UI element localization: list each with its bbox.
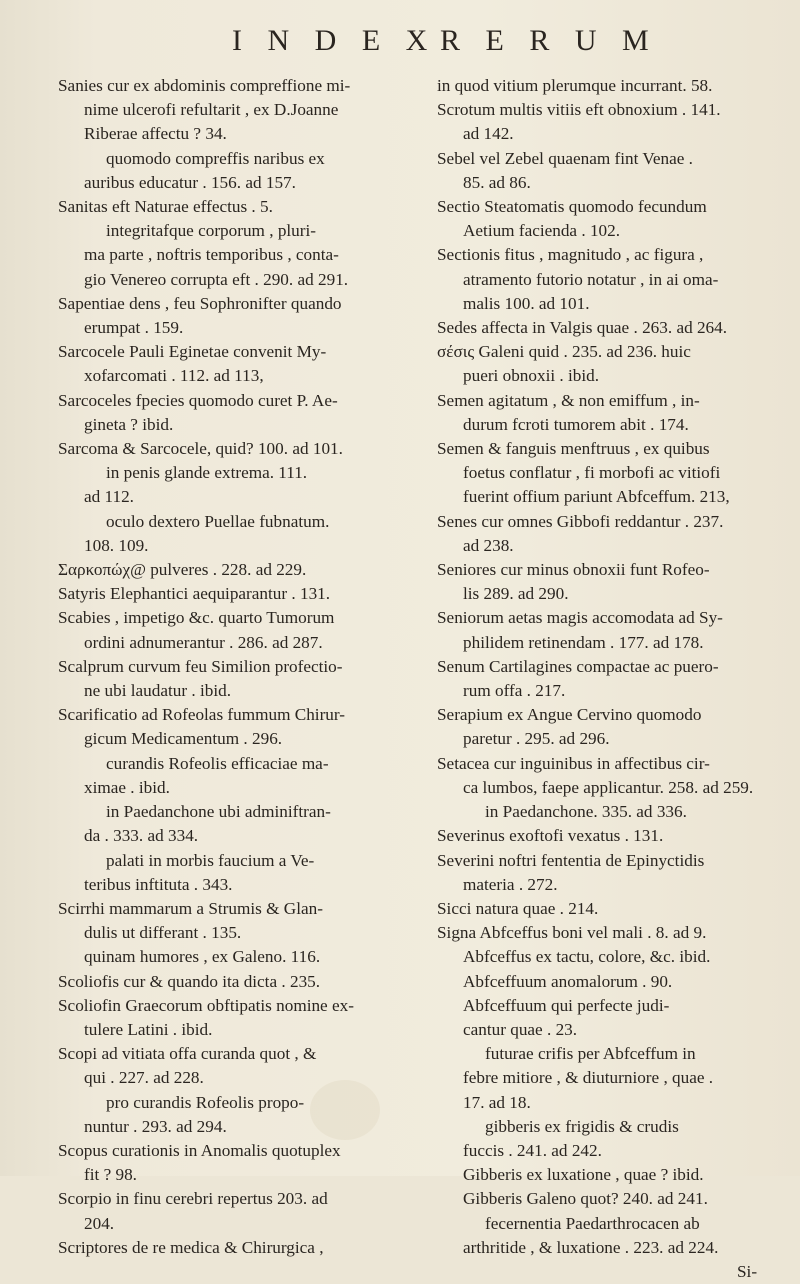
index-entry-line: quinam humores , ex Galeno. 116. xyxy=(84,947,321,967)
index-entry-line: fecernentia Paedarthrocacen ab xyxy=(485,1213,700,1233)
index-entry-line: Sarcocele Pauli Eginetae convenit My- xyxy=(58,342,327,362)
index-entry-line: gicum Medicamentum . 296. xyxy=(84,729,283,749)
index-entry-line: pueri obnoxii . ibid. xyxy=(463,366,600,386)
index-entry-line: arthritide , & luxatione . 223. ad 224. xyxy=(463,1237,719,1257)
index-entry-line: tulere Latini . ibid. xyxy=(84,1019,213,1039)
index-entry-line: 85. ad 86. xyxy=(463,172,531,192)
index-entry-line: in Paedanchone. 335. ad 336. xyxy=(485,802,687,822)
index-entry-line: Scorpio in finu cerebri repertus 203. ad xyxy=(58,1189,328,1209)
index-entry-line: Semen agitatum , & non emiffum , in- xyxy=(437,390,700,410)
index-entry-line: Sanitas eft Naturae effectus . 5. xyxy=(58,197,273,217)
index-entry-line: Severinus exoftofi vexatus . 131. xyxy=(437,826,664,846)
index-entry-line: Sicci natura quae . 214. xyxy=(437,898,599,918)
index-entry-line: foetus conflatur , fi morbofi ac vitiofi xyxy=(463,463,721,483)
header-rerum: R E R U M xyxy=(440,24,658,57)
index-entry-line: Severini noftri fententia de Epinyctidis xyxy=(437,850,705,870)
index-entry-line: teribus inftituta . 343. xyxy=(84,874,233,894)
index-entry-line: 108. 109. xyxy=(84,535,149,555)
index-entry-line: nime ulcerofi refultarit , ex D.Joanne xyxy=(84,100,339,120)
index-entry-line: quomodo compreffis naribus ex xyxy=(106,148,325,168)
index-entry-line: xofarcomati . 112. ad 113, xyxy=(84,366,264,386)
index-entry-line: febre mitiore , & diuturniore , quae . xyxy=(463,1068,714,1088)
index-entry-line: in quod vitium plerumque incurrant. 58. xyxy=(437,76,713,95)
index-entry-line: Scopus curationis in Anomalis quotuplex xyxy=(58,1140,341,1160)
index-entry-line: Setacea cur inguinibus in affectibus cir- xyxy=(437,753,710,773)
index-entry-line: fuerint offium pariunt Abfceffum. 213, xyxy=(463,487,730,507)
index-entry-line: Riberae affectu ? 34. xyxy=(84,124,227,144)
index-entry-line: Serapium ex Angue Cervino quomodo xyxy=(437,705,702,725)
index-entry-line: ne ubi laudatur . ibid. xyxy=(84,681,232,701)
index-entry-line: Abfceffuum qui perfecte judi- xyxy=(463,995,670,1015)
index-entry-line: ordini adnumerantur . 286. ad 287. xyxy=(84,632,323,652)
index-entry-line: paretur . 295. ad 296. xyxy=(463,729,610,749)
index-entry-line: Scalprum curvum feu Similion profectio- xyxy=(58,656,343,676)
index-entry-line: pro curandis Rofeolis propo- xyxy=(106,1092,305,1112)
index-entry-line: Senes cur omnes Gibbofi reddantur . 237. xyxy=(437,511,724,531)
index-entry-line: philidem retinendam . 177. ad 178. xyxy=(463,632,704,652)
index-entry-line: Seniores cur minus obnoxii funt Rofeo- xyxy=(437,560,710,580)
index-entry-line: cantur quae . 23. xyxy=(463,1019,578,1039)
index-entry-line: Sedes affecta in Valgis quae . 263. ad 264. xyxy=(437,318,728,338)
index-entry-line: Si- xyxy=(737,1261,758,1281)
right-column xyxy=(437,74,782,1284)
index-entry-line: malis 100. ad 101. xyxy=(463,293,590,313)
index-entry-line: dulis ut differant . 135. xyxy=(84,923,242,943)
index-entry-line: qui . 227. ad 228. xyxy=(84,1068,204,1088)
index-entry-line: Gibberis Galeno quot? 240. ad 241. xyxy=(463,1189,708,1209)
index-entry-line: da . 333. ad 334. xyxy=(84,826,199,846)
left-column xyxy=(58,74,410,1260)
index-entry-line: Satyris Elephantici aequiparantur . 131. xyxy=(58,584,331,604)
index-entry-line: 17. ad 18. xyxy=(463,1092,531,1112)
index-entry-line: atramento futorio notatur , in ai oma- xyxy=(463,269,719,289)
index-entry-line: Senum Cartilagines compactae ac puero- xyxy=(437,656,719,676)
index-entry-line: Signa Abfceffus boni vel mali . 8. ad 9. xyxy=(437,923,707,943)
index-entry-line: auribus educatur . 156. ad 157. xyxy=(84,172,296,192)
index-entry-line: ca lumbos, faepe applicantur. 258. ad 259. xyxy=(463,777,754,797)
index-entry-line: Scirrhi mammarum a Strumis & Glan- xyxy=(58,898,323,918)
index-entry-line: ad 238. xyxy=(463,535,514,555)
index-entry-line: curandis Rofeolis efficaciae ma- xyxy=(106,753,329,773)
index-entry-line: nuntur . 293. ad 294. xyxy=(84,1116,227,1136)
index-entry-line: durum fcroti tumorem abit . 174. xyxy=(463,414,689,434)
index-entry-line: Aetium facienda . 102. xyxy=(463,221,621,241)
index-entry-line: ximae . ibid. xyxy=(84,777,170,797)
index-entry-line: Seniorum aetas magis accomodata ad Sy- xyxy=(437,608,723,628)
index-entry-line: integritafque corporum , pluri- xyxy=(106,221,317,241)
index-entry-line: Sarcoceles fpecies quomodo curet P. Ae- xyxy=(58,390,338,410)
index-entry-line: Sapentiae dens , feu Sophronifter quando xyxy=(58,293,342,313)
index-entry-line: 204. xyxy=(84,1213,115,1233)
index-entry-line: Abfceffuum anomalorum . 90. xyxy=(463,971,673,991)
index-entry-line: Sectio Steatomatis quomodo fecundum xyxy=(437,197,707,217)
index-entry-line: Sarcoma & Sarcocele, quid? 100. ad 101. xyxy=(58,439,343,459)
running-header xyxy=(0,24,800,64)
index-entry-line: Scoliofin Graecorum obftipatis nomine ex- xyxy=(58,995,354,1015)
index-entry-line: Sectionis fitus , magnitudo , ac figura , xyxy=(437,245,704,265)
index-entry-line: palati in morbis faucium a Ve- xyxy=(106,850,315,870)
index-entry-line: Scoliofis cur & quando ita dicta . 235. xyxy=(58,971,321,991)
index-entry-line: ad 112. xyxy=(84,487,134,507)
index-entry-line: futurae crifis per Abfceffum in xyxy=(485,1044,696,1064)
index-entry-line: rum offa . 217. xyxy=(463,681,566,701)
index-entry-line: gio Venereo corrupta eft . 290. ad 291. xyxy=(84,269,349,289)
index-entry-line: lis 289. ad 290. xyxy=(463,584,569,604)
index-entry-line: ma parte , noftris temporibus , conta- xyxy=(84,245,339,265)
index-entry-line: erumpat . 159. xyxy=(84,318,184,338)
index-entry-line: Sebel vel Zebel quaenam fint Venae . xyxy=(437,148,693,168)
index-entry-line: fuccis . 241. ad 242. xyxy=(463,1140,602,1160)
index-entry-line: ad 142. xyxy=(463,124,514,144)
index-entry-line: Abfceffus ex tactu, colore, &c. ibid. xyxy=(463,947,711,967)
index-entry-line: materia . 272. xyxy=(463,874,558,894)
index-entry-line: oculo dextero Puellae fubnatum. xyxy=(106,511,330,531)
index-entry-line: Sanies cur ex abdominis compreffione mi- xyxy=(58,76,351,95)
index-entry-line: Scrotum multis vitiis eft obnoxium . 141. xyxy=(437,100,721,120)
index-entry-line: Gibberis ex luxatione , quae ? ibid. xyxy=(463,1165,704,1185)
index-entry-line: Scriptores de re medica & Chirurgica , xyxy=(58,1237,324,1257)
header-index: I N D E X xyxy=(232,24,437,57)
index-entry-line: Scabies , impetigo &c. quarto Tumorum xyxy=(58,608,335,628)
index-entry-line: gineta ? ibid. xyxy=(84,414,174,434)
index-entry-line: σέσις Galeni quid . 235. ad 236. huic xyxy=(437,342,691,362)
index-entry-line: in Paedanchone ubi adminiftran- xyxy=(106,802,331,822)
index-entry-line: Semen & fanguis menftruus , ex quibus xyxy=(437,439,710,459)
index-entry-line: Scarificatio ad Rofeolas fummum Chirur- xyxy=(58,705,345,725)
index-entry-line: Scopi ad vitiata offa curanda quot , & xyxy=(58,1044,317,1064)
index-entry-line: Σαρκοπώχ@ pulveres . 228. ad 229. xyxy=(58,560,307,580)
index-entry-line: gibberis ex frigidis & crudis xyxy=(485,1116,679,1136)
index-entry-line: in penis glande extrema. 111. xyxy=(106,463,308,483)
index-entry-line: fit ? 98. xyxy=(84,1165,137,1185)
